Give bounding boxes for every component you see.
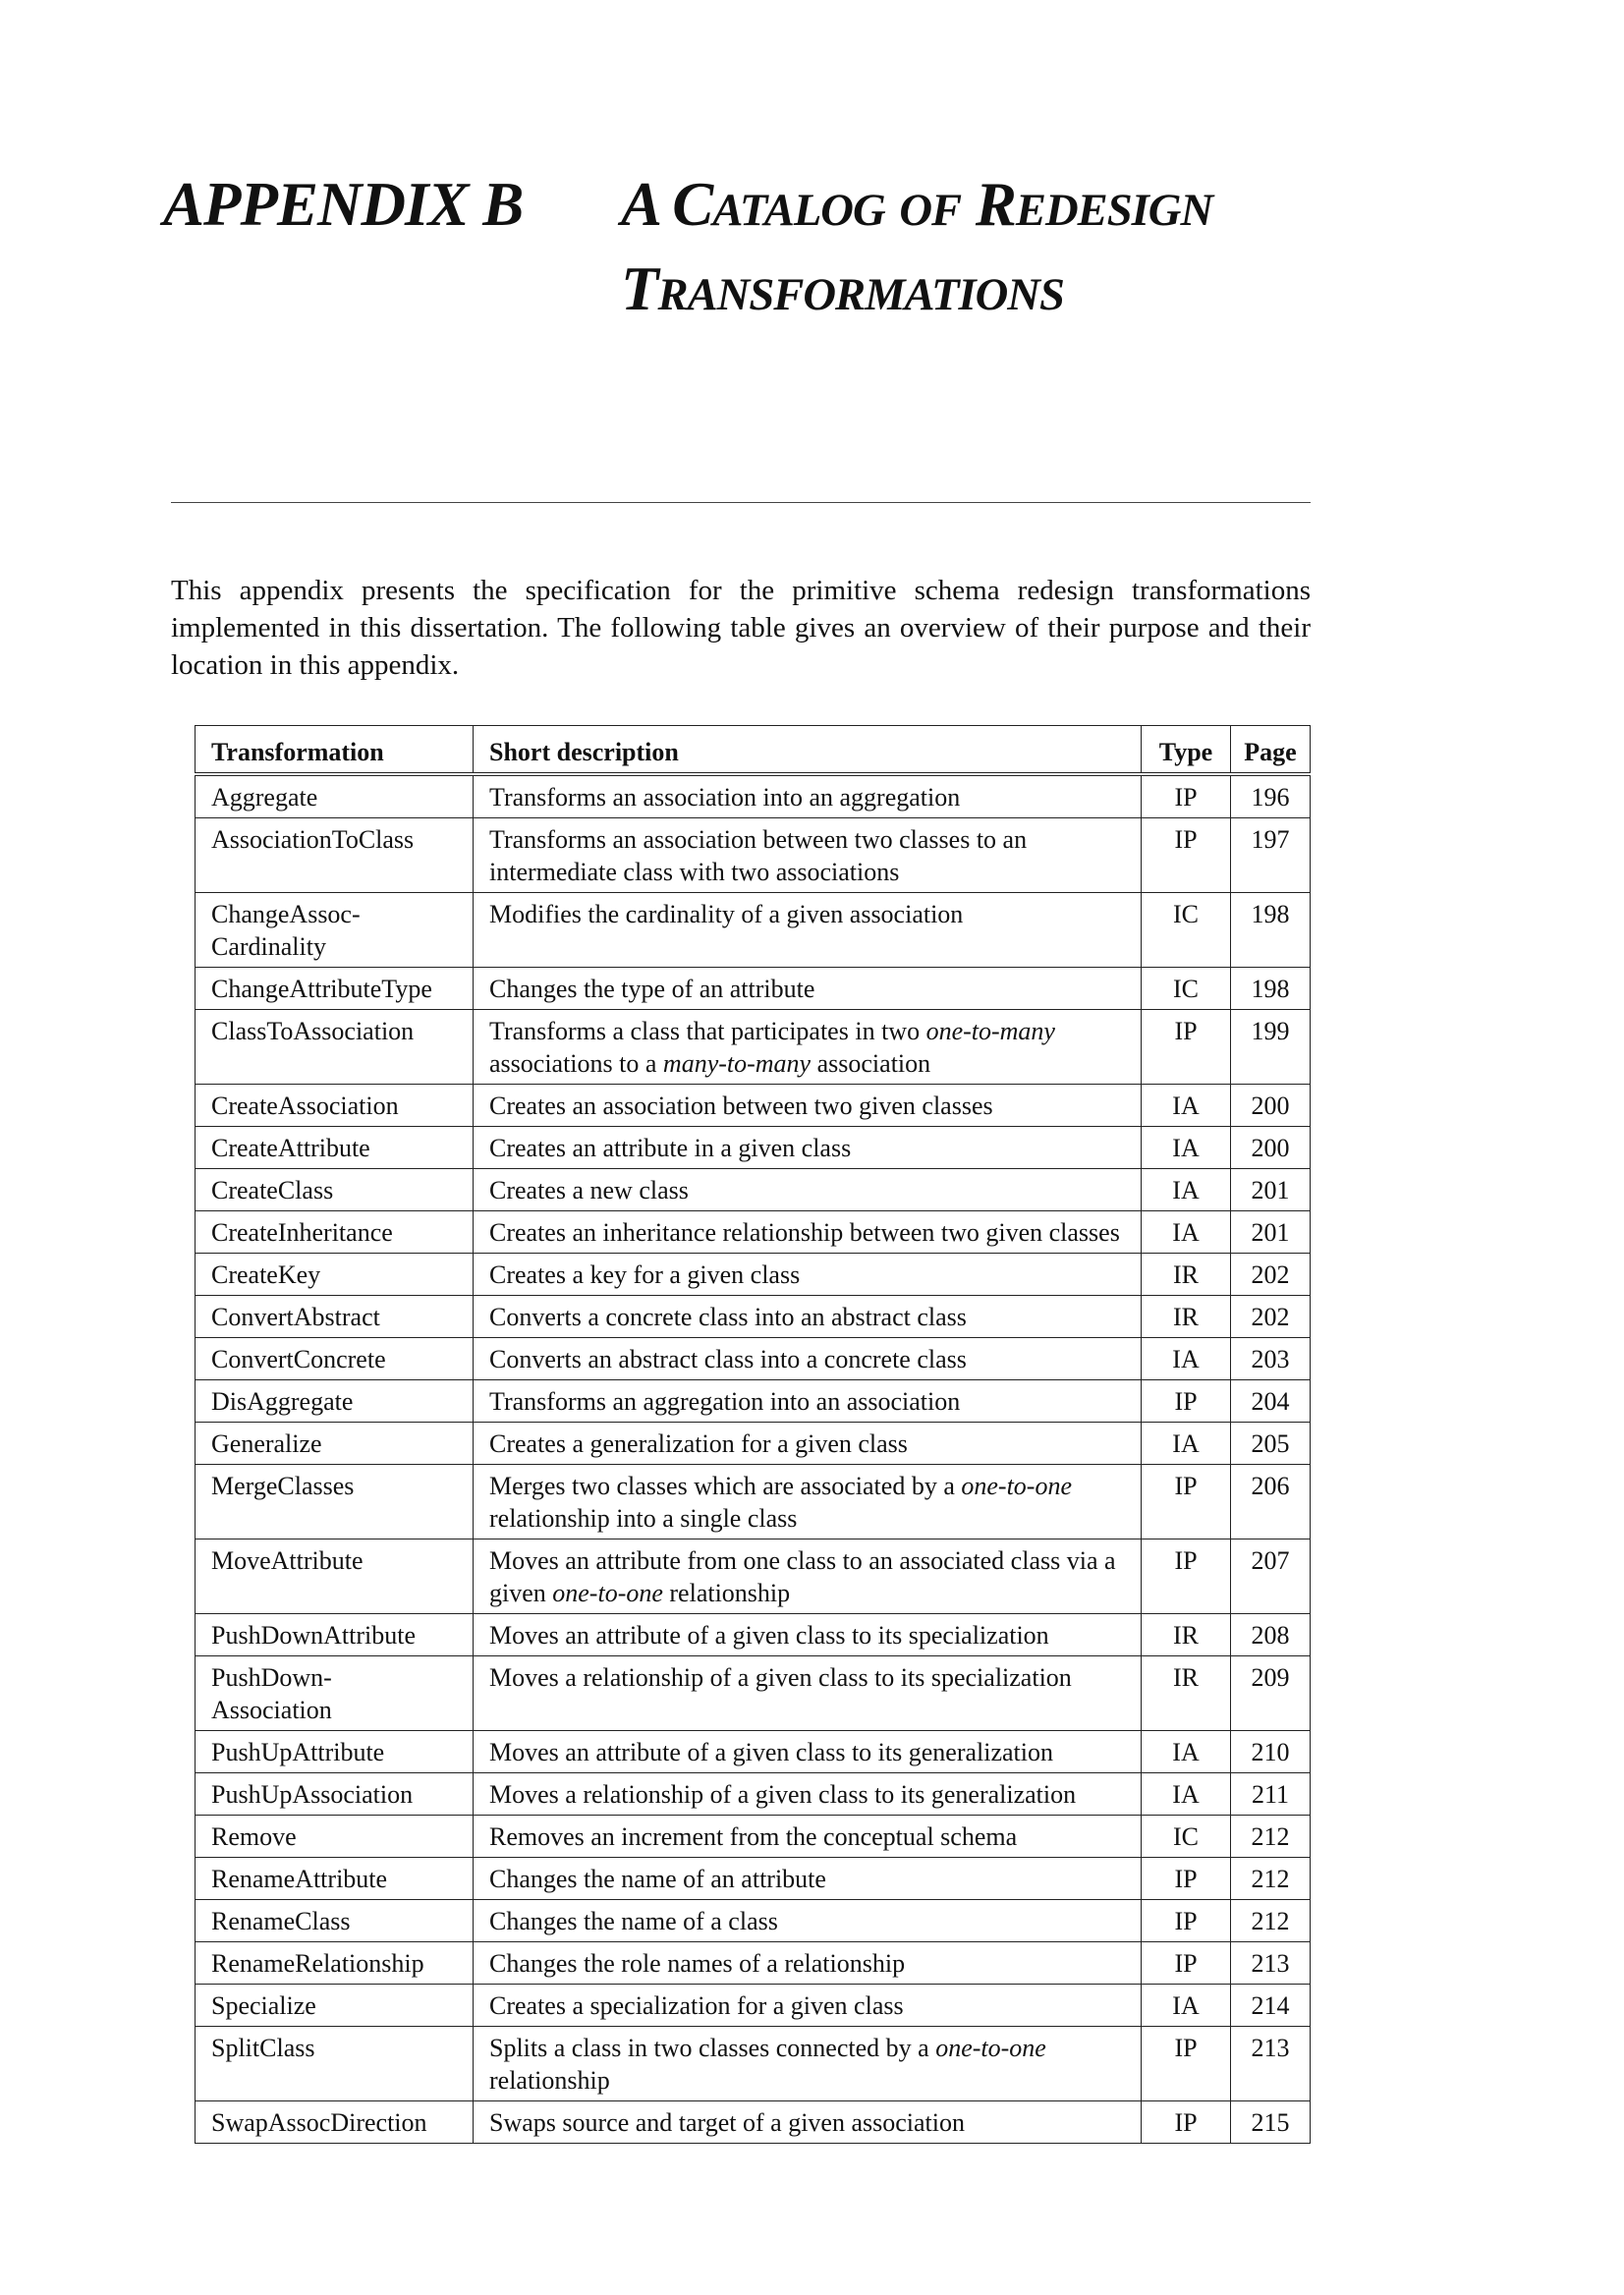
transformation-type: IA [1142, 1985, 1231, 2027]
transformation-name [196, 2101, 474, 2144]
short-description: Swaps source and target of a given association [474, 2101, 1142, 2144]
transformation-name [196, 1900, 474, 1942]
transformation-type: IA [1142, 1169, 1231, 1211]
transformation-name [196, 818, 474, 893]
transformation-type: IP [1142, 1900, 1231, 1942]
table-row [196, 1539, 1311, 1614]
transformation-name-line: Remove [211, 1822, 297, 1851]
transformation-name-line: ClassToAssociation [211, 1017, 415, 1045]
appendix-title [621, 165, 1309, 334]
page-number: 215 [1231, 2101, 1311, 2144]
short-description: Moves an attribute of a given class to its generalization [474, 1731, 1142, 1773]
transformation-name [196, 1656, 474, 1731]
page-number: 206 [1231, 1465, 1311, 1539]
page-number: 208 [1231, 1614, 1311, 1656]
table-row [196, 818, 1311, 893]
table-row [196, 1942, 1311, 1985]
transformation-name-line: MoveAttribute [211, 1546, 364, 1575]
transformation-type: IP [1142, 1942, 1231, 1985]
transformation-type: IC [1142, 1816, 1231, 1858]
transformation-name [196, 1211, 474, 1254]
appendix-label: APPENDIX B [163, 170, 524, 239]
transformation-name-line: CreateInheritance [211, 1218, 393, 1247]
transformation-name-line: ChangeAttributeType [211, 975, 432, 1003]
transformation-type: IA [1142, 1338, 1231, 1380]
table-row [196, 1127, 1311, 1169]
transformation-type: IP [1142, 1539, 1231, 1614]
transformation-name-line: CreateClass [211, 1176, 334, 1204]
transformation-name [196, 1296, 474, 1338]
short-description: Creates a generalization for a given class [474, 1423, 1142, 1465]
transformation-type: IP [1142, 1465, 1231, 1539]
short-description: Changes the name of an attribute [474, 1858, 1142, 1900]
short-description: Changes the role names of a relationship [474, 1942, 1142, 1985]
transformation-catalog-table [195, 725, 1311, 2144]
transformation-name [196, 774, 474, 818]
page-number: 201 [1231, 1211, 1311, 1254]
short-description: Changes the name of a class [474, 1900, 1142, 1942]
transformation-name [196, 1985, 474, 2027]
transformation-name [196, 1539, 474, 1614]
transformation-type: IC [1142, 893, 1231, 968]
table-row [196, 893, 1311, 968]
transformation-name-line: PushUpAttribute [211, 1738, 385, 1766]
table-row [196, 1338, 1311, 1380]
transformation-name [196, 1816, 474, 1858]
transformation-type: IA [1142, 1773, 1231, 1816]
transformation-name [196, 1858, 474, 1900]
appendix-title-line-1: A CATALOG OF REDESIGN [621, 170, 1213, 239]
short-description: Splits a class in two classes connected by a one-to-one relationship [474, 2027, 1142, 2101]
page-number: 212 [1231, 1900, 1311, 1942]
table-row [196, 1465, 1311, 1539]
table-row [196, 1169, 1311, 1211]
page-number: 205 [1231, 1423, 1311, 1465]
page-number: 212 [1231, 1816, 1311, 1858]
transformation-type: IP [1142, 2101, 1231, 2144]
horizontal-rule [171, 502, 1311, 503]
page-number: 198 [1231, 968, 1311, 1010]
transformation-name [196, 1773, 474, 1816]
transformation-type: IR [1142, 1656, 1231, 1731]
transformation-type: IC [1142, 968, 1231, 1010]
transformation-name-line: Cardinality [211, 932, 326, 961]
transformation-name-line: ConvertAbstract [211, 1303, 380, 1331]
page-number: 201 [1231, 1169, 1311, 1211]
transformation-name [196, 968, 474, 1010]
table-row [196, 1858, 1311, 1900]
transformation-name-line: AssociationToClass [211, 825, 415, 854]
transformation-name-line: DisAggregate [211, 1387, 354, 1416]
page-number: 200 [1231, 1085, 1311, 1127]
short-description: Merges two classes which are associated by a one-to-one relationship into a single class [474, 1465, 1142, 1539]
transformation-name-line: ChangeAssoc- [211, 900, 361, 928]
table-row [196, 2027, 1311, 2101]
transformation-type: IP [1142, 774, 1231, 818]
page-number: 203 [1231, 1338, 1311, 1380]
transformation-name [196, 1169, 474, 1211]
transformation-name [196, 1127, 474, 1169]
table-row [196, 1085, 1311, 1127]
short-description: Transforms a class that participates in two one-to-many associations to a many-to-many association [474, 1010, 1142, 1085]
short-description: Changes the type of an attribute [474, 968, 1142, 1010]
short-description: Moves a relationship of a given class to its specialization [474, 1656, 1142, 1731]
table-row [196, 1773, 1311, 1816]
short-description: Transforms an aggregation into an association [474, 1380, 1142, 1423]
header-short-description: Short description [474, 726, 1142, 775]
short-description: Creates an association between two given classes [474, 1085, 1142, 1127]
short-description: Creates a new class [474, 1169, 1142, 1211]
transformation-name [196, 1010, 474, 1085]
transformation-name [196, 1731, 474, 1773]
short-description: Moves an attribute from one class to an associated class via a given one-to-one relationship [474, 1539, 1142, 1614]
short-description: Removes an increment from the conceptual schema [474, 1816, 1142, 1858]
table-row [196, 1816, 1311, 1858]
page-number: 214 [1231, 1985, 1311, 2027]
table-row [196, 1731, 1311, 1773]
short-description: Creates a key for a given class [474, 1254, 1142, 1296]
page-number: 210 [1231, 1731, 1311, 1773]
header-page: Page [1231, 726, 1311, 775]
page-number: 198 [1231, 893, 1311, 968]
transformation-name-line: PushDownAttribute [211, 1621, 416, 1650]
header-transformation: Transformation [196, 726, 474, 775]
short-description: Creates an attribute in a given class [474, 1127, 1142, 1169]
transformation-name-line: ConvertConcrete [211, 1345, 386, 1373]
table-row [196, 774, 1311, 818]
table-row [196, 1656, 1311, 1731]
page-number: 212 [1231, 1858, 1311, 1900]
table-row [196, 1010, 1311, 1085]
short-description: Transforms an association into an aggregation [474, 774, 1142, 818]
transformation-name [196, 1423, 474, 1465]
table-header-row [196, 726, 1311, 775]
transformation-name-line: SplitClass [211, 2034, 315, 2062]
short-description: Moves a relationship of a given class to its generalization [474, 1773, 1142, 1816]
table-row [196, 1254, 1311, 1296]
transformation-name-line: MergeClasses [211, 1472, 355, 1500]
transformation-name-line: RenameClass [211, 1907, 351, 1935]
transformation-type: IR [1142, 1254, 1231, 1296]
transformation-type: IA [1142, 1127, 1231, 1169]
transformation-type: IR [1142, 1614, 1231, 1656]
short-description: Modifies the cardinality of a given association [474, 893, 1142, 968]
table-row [196, 1296, 1311, 1338]
transformation-type: IP [1142, 818, 1231, 893]
page-number: 207 [1231, 1539, 1311, 1614]
transformation-name [196, 2027, 474, 2101]
page-number: 204 [1231, 1380, 1311, 1423]
header-type: Type [1142, 726, 1231, 775]
transformation-name-line: SwapAssocDirection [211, 2108, 427, 2137]
table-body [196, 774, 1311, 2144]
transformation-type: IR [1142, 1296, 1231, 1338]
transformation-name-line: Aggregate [211, 783, 318, 812]
table-row [196, 1380, 1311, 1423]
transformation-name-line: RenameAttribute [211, 1865, 388, 1893]
transformation-type: IA [1142, 1423, 1231, 1465]
page-number: 200 [1231, 1127, 1311, 1169]
transformation-name-line: CreateAttribute [211, 1134, 370, 1162]
short-description: Converts an abstract class into a concrete class [474, 1338, 1142, 1380]
page-number: 213 [1231, 1942, 1311, 1985]
short-description: Moves an attribute of a given class to its specialization [474, 1614, 1142, 1656]
short-description: Creates a specialization for a given class [474, 1985, 1142, 2027]
short-description: Transforms an association between two classes to an intermediate class with two associations [474, 818, 1142, 893]
transformation-name [196, 893, 474, 968]
page-number: 199 [1231, 1010, 1311, 1085]
transformation-name-line: Specialize [211, 1991, 316, 2020]
transformation-name-line: CreateKey [211, 1260, 321, 1289]
transformation-name-line: PushDown- [211, 1663, 332, 1692]
appendix-title-line-2: TRANSFORMATIONS [621, 254, 1064, 323]
transformation-name [196, 1614, 474, 1656]
page-number: 202 [1231, 1254, 1311, 1296]
table-row [196, 1614, 1311, 1656]
table-row [196, 1423, 1311, 1465]
transformation-type: IA [1142, 1731, 1231, 1773]
transformation-name-line: RenameRelationship [211, 1949, 424, 1978]
transformation-type: IP [1142, 1010, 1231, 1085]
transformation-type: IP [1142, 1380, 1231, 1423]
page-number: 211 [1231, 1773, 1311, 1816]
short-description: Converts a concrete class into an abstract class [474, 1296, 1142, 1338]
page-number: 196 [1231, 774, 1311, 818]
transformation-name-line: CreateAssociation [211, 1092, 399, 1120]
page-number: 197 [1231, 818, 1311, 893]
transformation-name [196, 1085, 474, 1127]
table-row [196, 1985, 1311, 2027]
transformation-name-line: PushUpAssociation [211, 1780, 414, 1809]
transformation-name [196, 1338, 474, 1380]
transformation-type: IP [1142, 1858, 1231, 1900]
page-number: 209 [1231, 1656, 1311, 1731]
transformation-name-line: Association [211, 1696, 332, 1724]
transformation-name [196, 1254, 474, 1296]
transformation-name-line: Generalize [211, 1429, 322, 1458]
page-number: 202 [1231, 1296, 1311, 1338]
transformation-name [196, 1465, 474, 1539]
transformation-name [196, 1380, 474, 1423]
transformation-type: IA [1142, 1211, 1231, 1254]
page-number: 213 [1231, 2027, 1311, 2101]
table-row [196, 1211, 1311, 1254]
intro-paragraph: This appendix presents the specification for the primitive schema redesign transformations implemented in this dissertation. The following table gives an overview of their purpose and their location in this appendix. [171, 575, 1311, 681]
table-row [196, 1900, 1311, 1942]
table-row [196, 968, 1311, 1010]
transformation-type: IA [1142, 1085, 1231, 1127]
transformation-name [196, 1942, 474, 1985]
table-row [196, 2101, 1311, 2144]
transformation-type: IP [1142, 2027, 1231, 2101]
short-description: Creates an inheritance relationship between two given classes [474, 1211, 1142, 1254]
